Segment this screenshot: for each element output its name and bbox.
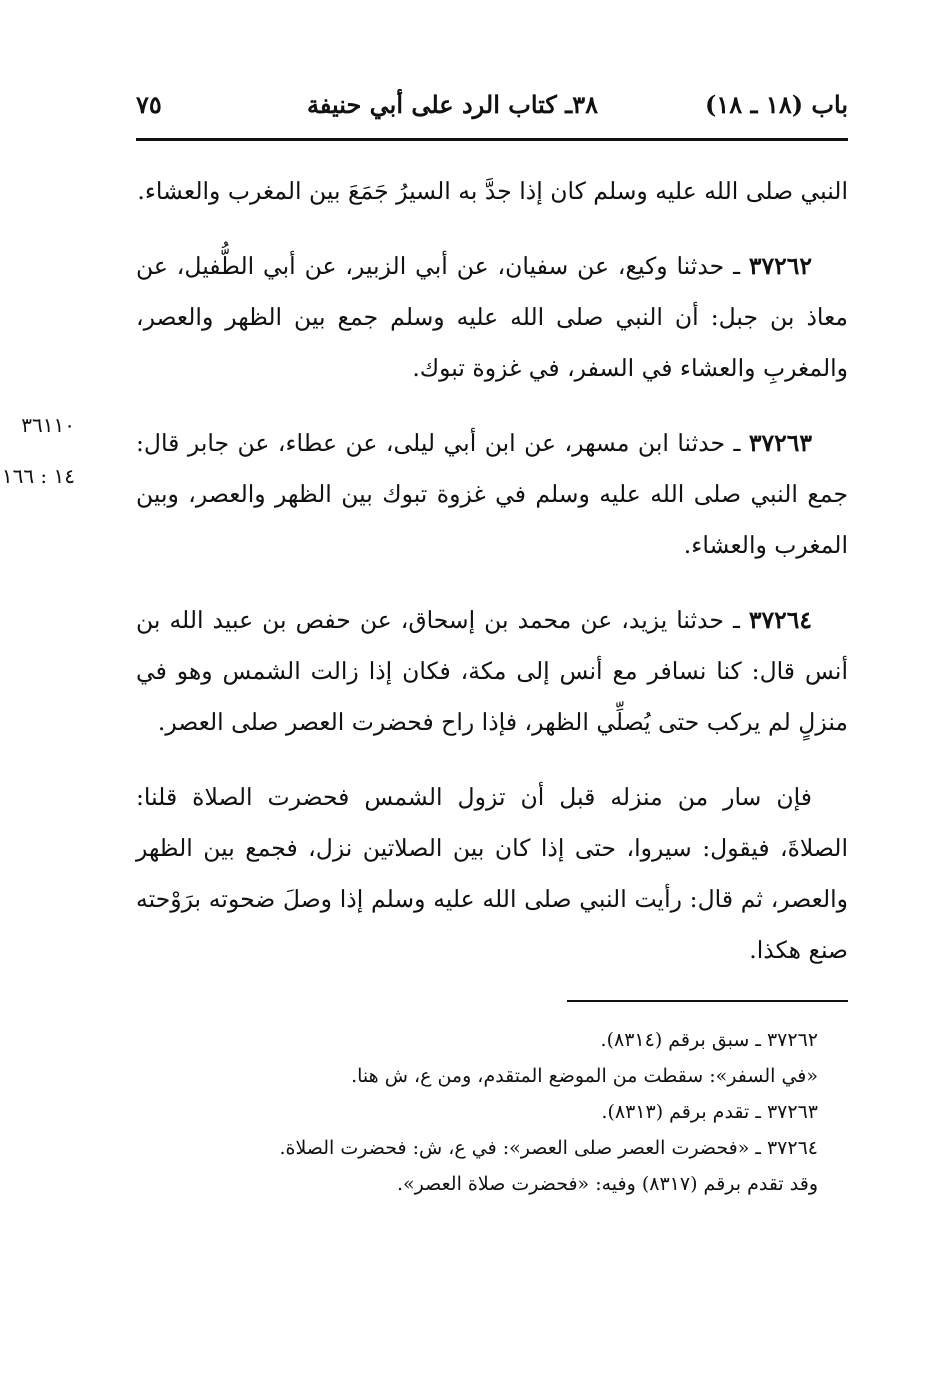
header-chapter-title: ٣٨ـ كتاب الرد على أبي حنيفة [306,90,598,119]
running-header [136,90,848,130]
hadith-number: ٣٧٢٦٤ [748,606,812,634]
hadith-paragraph [136,418,848,571]
hadith-number: ٣٧٢٦٢ [748,252,812,280]
page-number: ٧٥ [136,90,162,119]
footnote: «في السفر»: سقطت من الموضع المتقدم، ومن ع، ش هنا. [351,1065,818,1087]
footnote-divider [567,1000,848,1002]
paragraph-text: ـ حدثنا ابن مسهر، عن ابن أبي ليلى، عن عطاء، عن جابر قال: جمع النبي صلى الله عليه وسلم في غزوة تبوك بين الظهر والعصر، وبين المغرب والعشاء. [136,429,848,559]
paragraph-text: ـ حدثنا يزيد، عن محمد بن إسحاق، عن حفص بن عبيد الله بن أنس قال: كنا نسافر مع أنس إلى مكة، فكان إذا زالت الشمس وهو في منزلٍ لم يركب حتى يُصلِّي الظهر، فإذا راح فحضرت العصر صلى العصر. [136,606,848,736]
footnote: وقد تقدم برقم (٨٣١٧) وفيه: «فحضرت صلاة العصر». [397,1173,818,1195]
main-text [136,166,848,1000]
margin-reference-2: ١٤ : ١٦٦ [1,464,75,488]
footnotes [136,1022,818,1202]
footnote: ٣٧٢٦٤ ـ «فحضرت العصر صلى العصر»: في ع، ش: فحضرت الصلاة. [279,1137,818,1159]
paragraph [136,772,848,976]
footnote: ٣٧٢٦٣ ـ تقدم برقم (٨٣١٣). [601,1101,818,1123]
hadith-number: ٣٧٢٦٣ [748,429,812,457]
footnote: ٣٧٢٦٢ ـ سبق برقم (٨٣١٤). [600,1029,818,1051]
margin-reference-1: ٣٦١١٠ [21,413,75,437]
hadith-paragraph [136,595,848,748]
paragraph-text: ـ حدثنا وكيع، عن سفيان، عن أبي الزبير، عن أبي الطُّفيل، عن معاذ بن جبل: أن النبي صلى الله عليه وسلم جمع بين الظهر والعصر، والمغربِ والعشاء في السفر، في غزوة تبوك. [136,252,848,382]
header-section: باب (١٨ ـ ١٨) [705,90,848,119]
header-divider [136,138,848,141]
hadith-paragraph [136,241,848,394]
paragraph-text: النبي صلى الله عليه وسلم كان إذا جدَّ به السيرُ جَمَعَ بين المغرب والعشاء. [137,177,848,205]
paragraph-text: فإن سار من منزله قبل أن تزول الشمس فحضرت الصلاة قلنا: الصلاةَ، فيقول: سيروا، حتى إذا كان بين الصلاتين نزل، فجمع بين الظهر والعصر، ثم قال: رأيت النبي صلى الله عليه وسلم إذا وصلَ ضحوته برَوْحته صنع هكذا. [136,783,848,964]
paragraph-continuation [136,166,848,217]
